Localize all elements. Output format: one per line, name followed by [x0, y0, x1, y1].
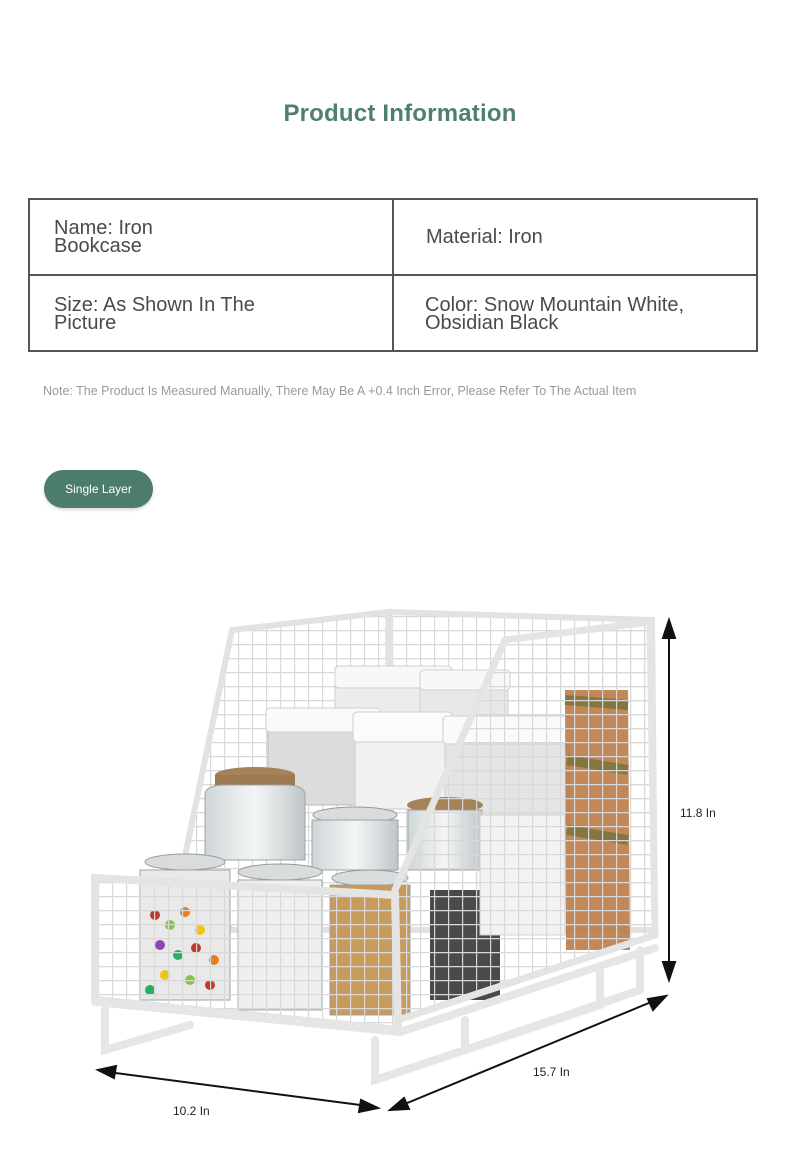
- page-title: Product Information: [283, 100, 517, 127]
- variant-tag-single-layer[interactable]: Single Layer: [44, 470, 153, 508]
- spec-size-cell: [30, 276, 394, 351]
- measurement-note: Note: The Product Is Measured Manually, There May Be A +0.4 Inch Error, Please Refer To The Actual Item: [43, 384, 637, 398]
- height-dimension-label: 11.8 In: [680, 806, 716, 820]
- spec-name-line2: Bookcase: [54, 235, 142, 257]
- spec-name-line1: Name: Iron: [54, 217, 153, 239]
- product-illustration: [0, 560, 790, 1120]
- spec-material: Material: Iron: [426, 226, 543, 248]
- spec-table: [28, 198, 758, 352]
- spec-size-line2: Picture: [54, 311, 117, 334]
- depth-dimension-label: 10.2 In: [173, 1104, 210, 1118]
- spec-name-cell: [30, 200, 394, 276]
- spec-material-cell: [394, 200, 758, 276]
- spec-color-cell: [394, 276, 758, 351]
- spec-size-line1: Size: As Shown In The: [54, 293, 255, 316]
- spec-color-line2: Obsidian Black: [425, 311, 559, 334]
- spec-color-line1: Color: Snow Mountain White,: [425, 293, 685, 316]
- width-dimension-label: 15.7 In: [533, 1065, 570, 1079]
